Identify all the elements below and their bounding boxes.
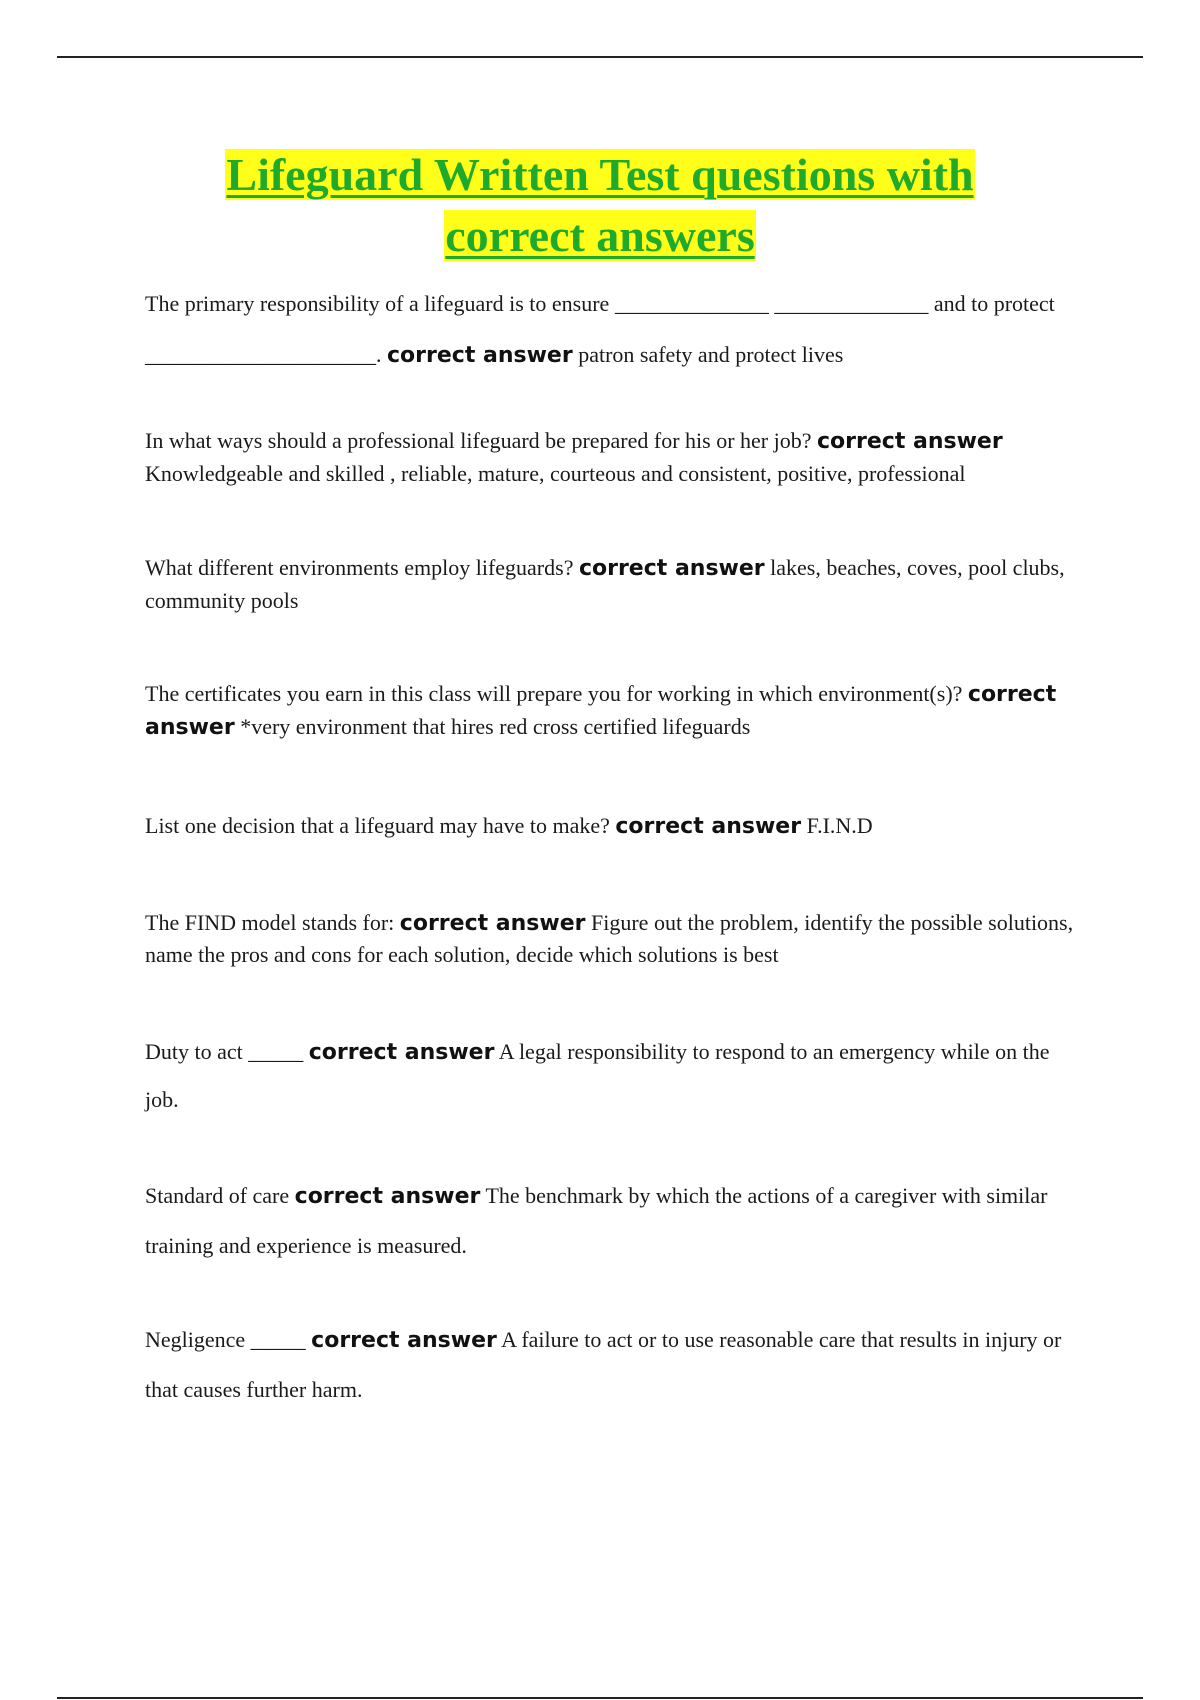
qa-item-9 [145,1315,1080,1414]
answer-text: A legal responsibility to respond to an emergency while on the job. [145,1039,1050,1112]
answer-text: Knowledgeable and skilled , reliable, mature, courteous and consistent, positive, professional [145,461,966,486]
answer-label: correct answer [578,556,765,581]
answer-label: correct answer [615,814,802,839]
question-text: List one decision that a lifeguard may have to make? [145,813,610,838]
header-rule [57,56,1143,58]
title-line-1: Lifeguard Written Test questions with [226,149,974,200]
answer-text: F.I.N.D [806,813,873,838]
question-text: In what ways should a professional lifeguard be prepared for his or her job? [145,428,812,453]
qa-item-1 [145,278,1080,381]
qa-item-8 [145,1171,1080,1270]
document-title [0,144,1200,266]
question-text: What different environments employ lifeguards? [145,555,574,580]
answer-text: patron safety and protect lives [578,342,844,367]
answer-label: correct answer [817,429,1003,454]
answer-label: correct answer [399,911,586,936]
answer-text: The benchmark by which the actions of a caregiver with similar training and experience is measured. [145,1183,1048,1258]
question-text: The primary responsibility of a lifeguard is to ensure ______________ ______________ and to protect _____________________. [145,291,1055,367]
answer-text: A failure to act or to use reasonable care that results in injury or that causes further harm. [145,1327,1062,1402]
answer-label: correct answer [294,1184,481,1209]
qa-item-2 [145,425,1080,490]
qa-item-5 [145,810,1080,843]
answer-label: correct answer [387,343,573,368]
answer-text: Figure out the problem, identify the possible solutions, name the pros and cons for each solution, decide which solutions is best [145,910,1074,967]
answer-label: correct answer [311,1328,497,1353]
question-text: Duty to act _____ [145,1039,304,1064]
question-text: The certificates you earn in this class will prepare you for working in which environment(s)? [145,681,963,706]
qa-item-4 [145,678,1080,744]
answer-text: *very environment that hires red cross certified lifeguards [240,714,751,739]
qa-item-6 [145,907,1080,970]
answer-text: lakes, beaches, coves, pool clubs, community pools [145,555,1065,613]
title-line-2: correct answers [445,210,755,261]
answer-label: correct answer [145,682,1057,740]
question-text: The FIND model stands for: [145,910,395,935]
qa-item-7 [145,1028,1080,1123]
question-text: Standard of care [145,1183,290,1208]
answer-label: correct answer [308,1040,495,1065]
question-text: Negligence _____ [145,1327,306,1352]
qa-item-3 [145,552,1080,617]
footer-rule [57,1697,1143,1699]
